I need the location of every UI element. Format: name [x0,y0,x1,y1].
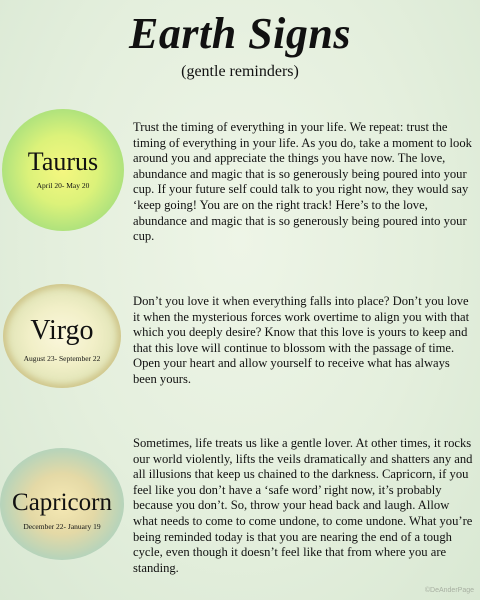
taurus-text: Trust the timing of everything in your life. We repeat: trust the timing of everything in your life. As you do, take a moment to look around you and appreciate the things you have now. The love, abundance and magic that is so generously being poured into your cup. If your future self could talk to you right now, they would say ‘keep going! You are on the right track! Here’s to the love, abundance and magic that is so generously being poured into your cup. [133,120,472,244]
taurus-dates: April 20- May 20 [36,181,90,190]
page-title: Earth Signs [129,9,351,58]
credit-watermark: ©DeAnderPage [424,587,474,594]
capricorn-dates: December 22- January 19 [23,522,101,531]
capricorn-name: Capricorn [12,489,112,516]
capricorn-text: Sometimes, life treats us like a gentle lover. At other times, it rocks our world violently, lifts the veils dramatically and shatters any and all illusions that keep us chained to the darkness. Capricorn, if you feel like you don’t have a ‘safe word’ right now, it’s probably because you don’t. So, throw your head back and laugh. Allow what needs to come to come undone, to come undone. What you’re being reminded today is that you are nearing the end of a tough cycle, even though it doesn’t feel like that from where you are standing. [133,436,473,575]
virgo-badge [3,284,121,388]
taurus-badge [2,109,124,231]
taurus-name: Taurus [27,147,99,176]
virgo-name: Virgo [30,315,94,346]
virgo-dates: August 23- September 22 [23,354,101,363]
virgo-text: Don’t you love it when everything falls into place? Don’t you love it when the mysterious forces work overtime to align you with that which you deeply desire? Know that this love is yours to keep and that this love will continue to blossom with the passage of time. Open your heart and allow yourself to receive what has always been yours. [133,294,470,386]
capricorn-badge [0,448,124,560]
page-subtitle: (gentle reminders) [181,63,299,80]
